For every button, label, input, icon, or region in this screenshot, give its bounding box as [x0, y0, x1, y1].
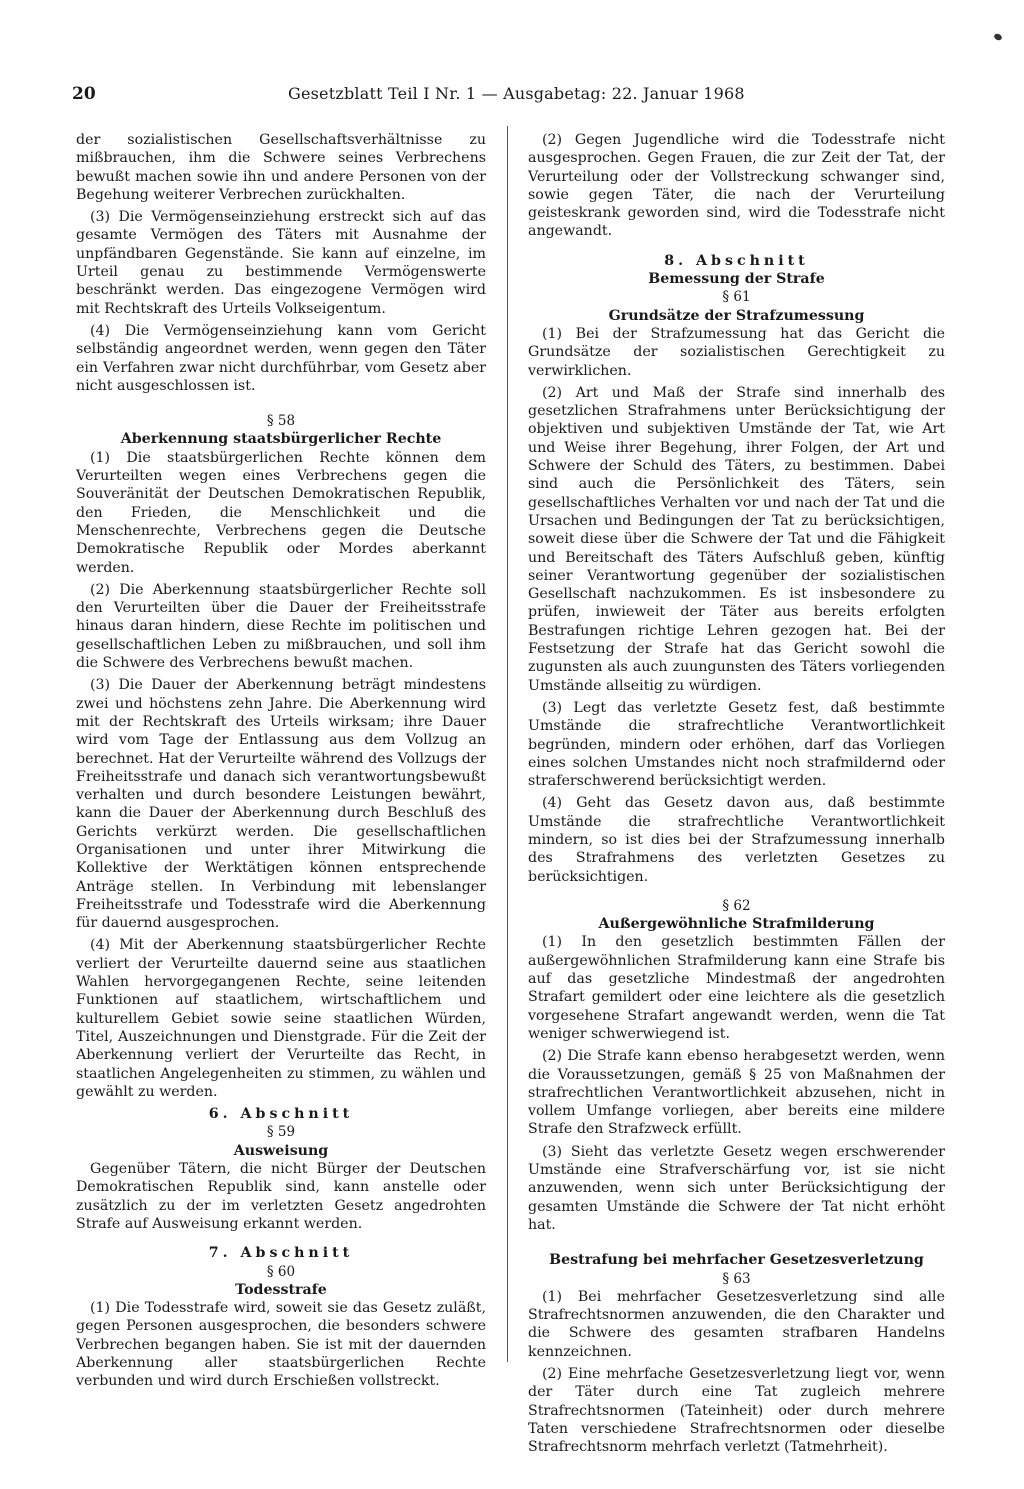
- paragraph-60-1: (1) Die Todesstrafe wird, soweit sie das Gesetz zuläßt, gegen Personen ausgesprochen, die besonders schwere Verbrechen begangen haben. Sie ist mit der dauernden Aberkennung aller staatsbürgerlichen Rechte verbunden und wird durch Erschießen vollstreckt.: [76, 1300, 486, 1390]
- section-59-title: Ausweisung: [233, 1142, 329, 1159]
- paragraph-63-2: (2) Eine mehrfache Gesetzesverletzung liegt vor, wenn der Täter durch eine Tat zugleich mehrere Strafrechtsnormen (Tateinheit) oder durch mehrere Taten verschiedene Strafrechtsnormen oder dieselbe Strafrechtsnorm mehrfach verletzt (Tatmehrheit).: [528, 1366, 945, 1456]
- running-title: Gesetzblatt Teil I Nr. 1 — Ausgabetag: 22. Januar 1968: [288, 84, 745, 103]
- paragraph-58-3: (3) Die Dauer der Aberkennung beträgt mindestens zwei und höchstens zehn Jahre. Die Aberkennung wird mit der Rechtskraft des Urteils wirksam; ihre Dauer wird vom Tage der Entlassung aus dem Vollzug an berechnet. Hat der Verurteilte während des Vollzugs der Freiheitsstrafe und danach sich verantwortungsbewußt verhalten und durch besondere Leistungen bewährt, kann die Dauer der Aberkennung durch Beschluß des Gerichts verkürzt werden. Die gesellschaftlichen Organisationen und unter ihrer Mitwirkung die Kollektive der Werktätigen können entsprechende Anträge stellen. In Verbindung mit lebenslanger Freiheitsstrafe und Todesstrafe wird die Aberkennung für dauernd ausgesprochen.: [76, 677, 486, 932]
- section-60-title: Todesstrafe: [235, 1281, 327, 1298]
- section-61-number: § 61: [722, 289, 751, 306]
- section-61-title: Grundsätze der Strafzumessung: [608, 307, 865, 324]
- left-column: [76, 131, 486, 1395]
- column-divider: [507, 126, 508, 1362]
- paragraph-61-1: (1) Bei der Strafzumessung hat das Gericht die Grundsätze der sozialistischen Gerechtigkeit zu verwirklichen.: [528, 325, 945, 379]
- paragraph-61-3: (3) Legt das verletzte Gesetz fest, daß bestimmte Umstände die strafrechtliche Verantwortlichkeit begründen, mindern oder erhöhen, darf das Vorliegen eines solchen Umstandes nicht noch strafmildernd oder straferschwerend berücksichtigt werden.: [528, 699, 945, 790]
- ink-speck: [993, 33, 1003, 42]
- section-62-number: § 62: [722, 897, 751, 914]
- paragraph-continuation: der sozialistischen Gesellschaftsverhältnisse zu mißbrauchen, ihm die Schwere seines Verbrechens bewußt machen sowie ihn und andere Personen von der Begehung weiterer Verbrechen zurückhalten.: [76, 132, 486, 203]
- chapter-6-heading: 6. Abschnitt: [208, 1106, 354, 1123]
- section-59-number: § 59: [266, 1124, 296, 1141]
- section-62-title: Außergewöhnliche Strafmilderung: [598, 916, 875, 933]
- page-header: [72, 84, 752, 108]
- chapter-7-heading: 7. Abschnitt: [208, 1245, 354, 1262]
- chapter-8-heading: 8. Abschnitt: [664, 252, 809, 269]
- paragraph-60-2: (2) Gegen Jugendliche wird die Todesstrafe nicht ausgesprochen. Gegen Frauen, die zur Zeit der Tat, der Verurteilung oder der Vollstreckung schwanger sind, sowie gegen Täter, die nach der Verurteilung geisteskrank geworden sind, wird die Todesstrafe nicht angewandt.: [528, 132, 945, 240]
- section-58-title: Aberkennung staatsbürgerlicher Rechte: [120, 431, 442, 448]
- paragraph-61-2: (2) Art und Maß der Strafe sind innerhalb des gesetzlichen Strafrahmens unter Berücksichtigung der objektiven und subjektiven Umstände der Tat, wie Art und Weise ihrer Begehung, ihrer Folgen, der Art und Schwere der Schuld des Täters, zu bestimmen. Dabei sind auch die Persönlichkeit des Täters, sein gesellschaftliches Verhalten vor und nach der Tat und die Ursachen und Bedingungen der Tat zu berücksichtigen, soweit diese über die Schwere der Tat und die Fähigkeit und Bereitschaft des Täters Aufschluß geben, künftig seiner Verantwortung gegenüber der sozialistischen Gesellschaft nachzukommen. Es ist insbesondere zu prüfen, inwieweit der Täter aus bereits erfolgten Bestrafungen richtige Lehren gezogen hat. Bei der Festsetzung der Strafe hat das Gericht sowohl die zugunsten als auch zuungunsten des Täters vorliegenden Umstände allseitig zu würdigen.: [528, 384, 945, 694]
- paragraph-63-1: (1) Bei mehrfacher Gesetzesverletzung sind alle Strafrechtsnormen anzuwenden, die den Charakter und die Schwere des gesamten strafbaren Handelns kennzeichnen.: [528, 1288, 945, 1360]
- section-58-number: § 58: [266, 413, 296, 430]
- paragraph-61-4: (4) Geht das Gesetz davon aus, daß bestimmte Umstände die strafrechtliche Verantwortlichkeit mindern, so ist dies bei der Strafzumessung innerhalb des Strafrahmens des verletzten Gesetzes zu berücksichtigen.: [528, 795, 945, 885]
- paragraph-57-3: (3) Die Vermögenseinziehung erstreckt sich auf das gesamte Vermögen des Täters mit Ausnahme der unpfändbaren Gegenstände. Sie kann auf einzelne, im Urteil genau zu bestimmende Vermögenswerte beschränkt werden. Das eingezogene Vermögen wird mit Rechtskraft des Urteils Volkseigentum.: [76, 209, 486, 317]
- section-63-heading: Bestrafung bei mehrfacher Gesetzesverletzung: [549, 1252, 924, 1269]
- paragraph-59: Gegenüber Tätern, die nicht Bürger der Deutschen Demokratischen Republik sind, kann anstelle oder zusätzlich zu der im verletzten Gesetz angedrohten Strafe auf Ausweisung erkannt werden.: [76, 1161, 486, 1232]
- chapter-8-title: Bemessung der Strafe: [648, 271, 825, 288]
- paragraph-62-1: (1) In den gesetzlich bestimmten Fällen der außergewöhnlichen Strafmilderung kann eine Strafe bis auf das gesetzliche Mindestmaß der angedrohten Strafart gemildert oder eine leichtere als die gesetzlich vorgesehene Strafart angewandt werden, wenn die Tat weniger schwerwiegend ist.: [528, 934, 945, 1042]
- section-63-number: § 63: [722, 1270, 751, 1287]
- paragraph-58-1: (1) Die staatsbürgerlichen Rechte können dem Verurteilten wegen eines Verbrechens gegen die Souveränität der Deutschen Demokratischen Republik, den Frieden, die Menschlichkeit und die Menschenrechte, Verbrechens gegen die Deutsche Demokratische Republik oder Mordes aberkannt werden.: [76, 449, 486, 576]
- right-column: [528, 131, 945, 1460]
- paragraph-58-2: (2) Die Aberkennung staatsbürgerlicher Rechte soll den Verurteilten über die Dauer der Freiheitsstrafe hinaus daran hindern, diese Rechte im politischen und gesellschaftlichen Leben zu mißbrauchen, und soll ihm die Schwere des Verbrechens bewußt machen.: [76, 581, 486, 672]
- paragraph-57-4: (4) Die Vermögenseinziehung kann vom Gericht selbständig angeordnet werden, wenn gegen den Täter ein Verfahren zwar nicht durchführbar, vom Gesetz aber nicht ausgeschlossen ist.: [76, 322, 486, 394]
- page-number: 20: [72, 84, 96, 104]
- paragraph-62-2: (2) Die Strafe kann ebenso herabgesetzt werden, wenn die Voraussetzungen, gemäß § 25 von Maßnahmen der strafrechtlichen Verantwortlichkeit abzusehen, nicht in vollem Umfange vorliegen, aber bereits eine mildere Strafe den Strafzweck erfüllt.: [528, 1048, 945, 1138]
- paragraph-58-4: (4) Mit der Aberkennung staatsbürgerlicher Rechte verliert der Verurteilte dauernd seine aus staatlichen Wahlen hervorgegangenen Rechte, seine leitenden Funktionen auf staatlichem, wirtschaftlichem und kulturellem Gebiet sowie seine staatlichen Würden, Titel, Auszeichnungen und Dienstgrade. Für die Zeit der Aberkennung verliert der Verurteilte das Recht, in staatlichen Angelegenheiten zu stimmen, zu wählen und gewählt zu werden.: [76, 937, 486, 1100]
- section-60-number: § 60: [266, 1263, 296, 1280]
- paragraph-62-3: (3) Sieht das verletzte Gesetz wegen erschwerender Umstände eine Strafverschärfung vor, ist sie nicht anzuwenden, wenn sich unter Berücksichtigung der gesamten Umstände die Schwere der Tat nicht erhöht hat.: [528, 1143, 945, 1233]
